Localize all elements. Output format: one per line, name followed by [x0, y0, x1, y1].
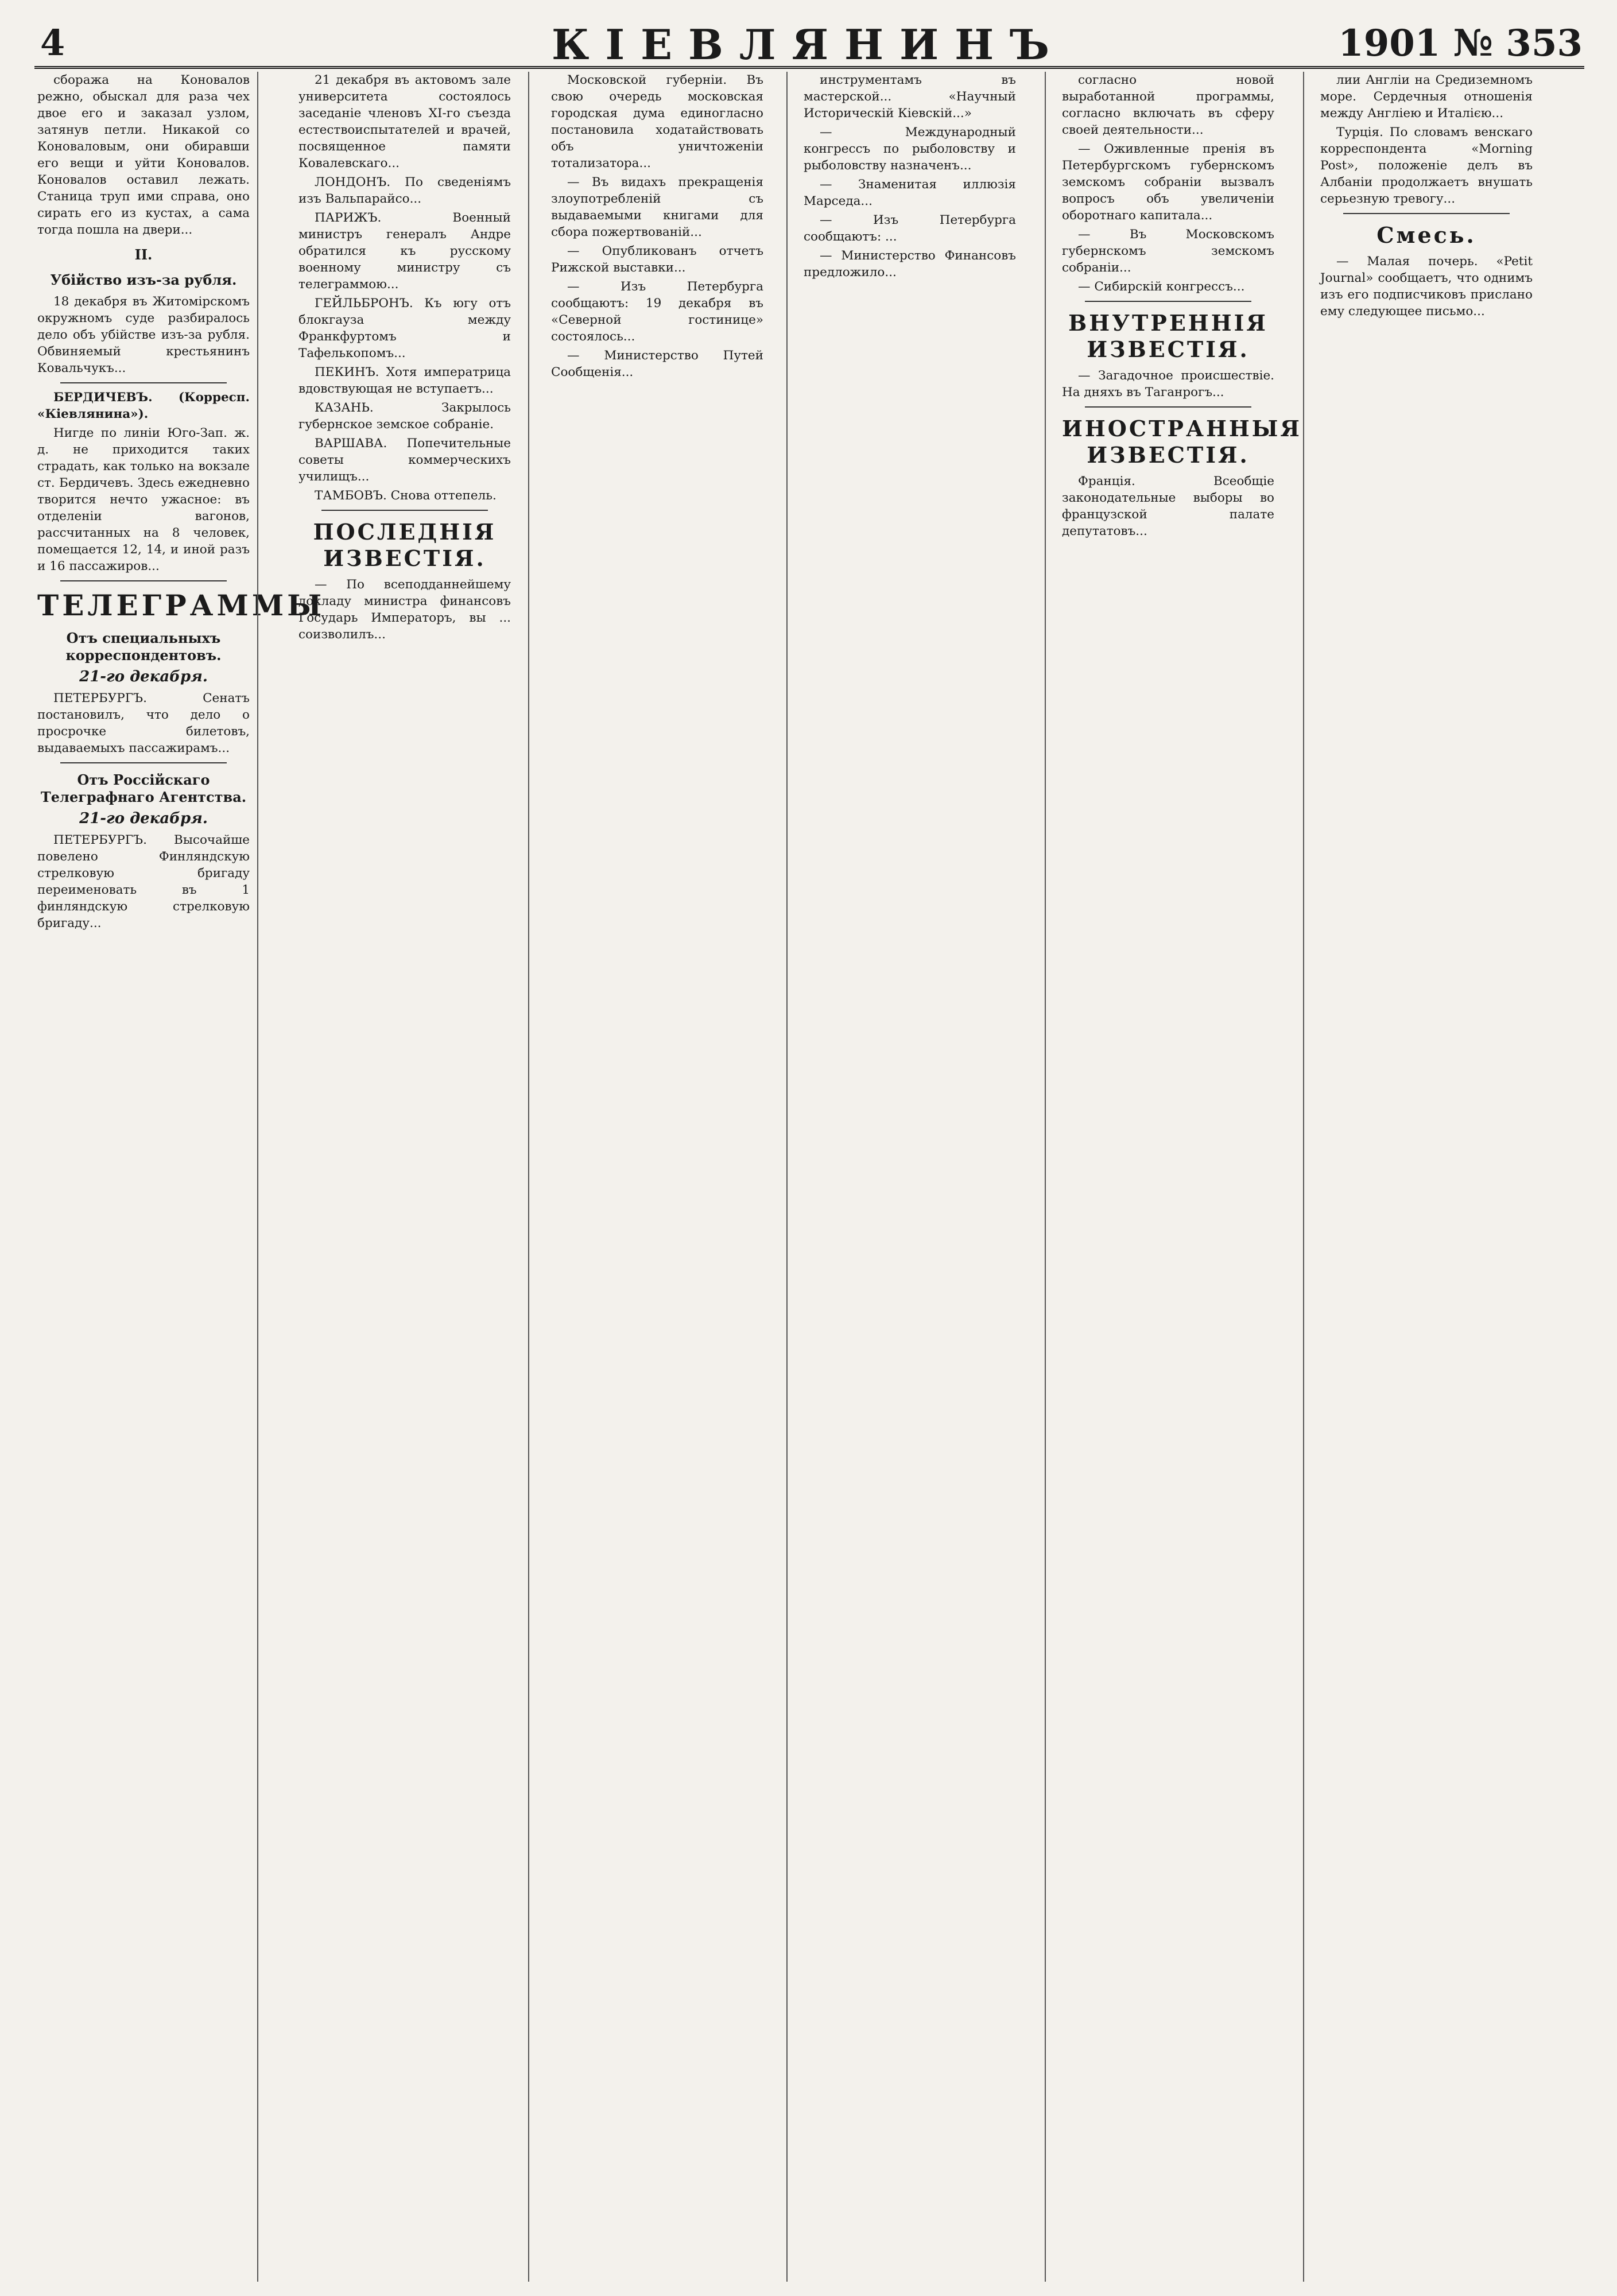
page-number: 4: [40, 22, 65, 64]
article-text: — Загадочное происшествіе. На дняхъ въ Таганрогъ...: [1062, 369, 1274, 400]
column-rule: [786, 72, 788, 2282]
article-lead: БЕРДИЧЕВЪ. (Корресп. «Кіевлянина»).: [37, 390, 250, 421]
article-text: ПЕКИНЪ. Хотя императрица вдовствующая не вступаетъ...: [298, 365, 511, 396]
article-text: — Знаменитая иллюзія Марседа...: [804, 177, 1016, 208]
article-text: лии Англіи на Средиземномъ море. Сердечныя отношенія между Англіею и Италією...: [1320, 73, 1533, 121]
section-title-latest: ПОСЛЕДНІЯ ИЗВЕСТІЯ.: [313, 519, 497, 571]
article-text: КАЗАНЬ. Закрылось губернское земское собраніе.: [298, 401, 511, 432]
date-line: 21-го декабря.: [79, 810, 208, 827]
article-text: — Министерство Финансовъ предложило...: [804, 249, 1016, 280]
section-subtitle: Отъ специальныхъ корреспондентовъ.: [65, 630, 222, 664]
column-4: [804, 72, 1016, 2282]
article-text: сбоража на Коновалов режно, обыскал для раза чех двое его и заказал узлом, затянув петли. Никакой со Коноваловым, они обиравши его вещи и уйти Коновалов. Коновалов оставил лежать. Станица труп ими справа, оно сирать его из кустах, а сама тогда пошла на двери...: [37, 73, 250, 237]
article-text: — По всеподданнейшему докладу министра финансовъ Государь Императоръ, вы ... соизволилъ...: [298, 577, 511, 642]
header-rule: [34, 66, 1584, 69]
article-text: — Международный конгрессъ по рыболовству и рыболовству назначенъ...: [804, 125, 1016, 173]
divider: [60, 762, 227, 763]
masthead: [0, 17, 1617, 69]
section-title-internal: ВНУТРЕННІЯ ИЗВЕСТІЯ.: [1068, 310, 1268, 362]
column-6: [1320, 72, 1533, 2282]
divider: [1343, 213, 1510, 214]
article-text: ПАРИЖЪ. Военный министръ генералъ Андре обратился къ русскому военному министру съ телеграммою...: [298, 211, 511, 292]
column-rule: [528, 72, 529, 2282]
article-text: инструментамъ въ мастерской... «Научный Историческій Кіевскій...»: [804, 73, 1016, 121]
article-text: Нигде по линіи Юго-Зап. ж. д. не приходится таких страдать, как только на вокзале ст. Бердичевъ. Здесь ежедневно творится нечто ужасное: въ отделеніи вагонов, рассчитанных на 8 человек, помещается 12, 14, и иной разъ и 16 пассажиров...: [37, 426, 250, 573]
article-text: — Изъ Петербурга сообщаютъ: 19 декабря въ «Северной гостинице» состоялось...: [551, 280, 763, 344]
article-text: — Въ Московскомъ губернскомъ земскомъ собраніи...: [1062, 227, 1274, 275]
column-rule: [1045, 72, 1046, 2282]
divider: [60, 382, 227, 383]
article-text: ВАРШАВА. Попечительные советы коммерческихъ училищъ...: [298, 436, 511, 484]
newspaper-title: КІЕВЛЯНИНЪ: [551, 20, 1066, 69]
section-title-telegrams: ТЕЛЕГРАММЫ: [37, 588, 325, 622]
article-text: ПЕТЕРБУРГЪ. Высочайше повелено Финляндскую стрелковую бригаду переименовать въ 1 финляндскую стрелковую бригаду...: [37, 833, 250, 930]
article-text: ПЕТЕРБУРГЪ. Сенатъ постановилъ, что дело о просрочке билетовъ, выдаваемыхъ пассажирамъ...: [37, 691, 250, 755]
article-text: — Малая почерь. «Petit Journal» сообщаетъ, что однимъ изъ его подписчиковъ прислано ему следующее письмо...: [1320, 254, 1533, 319]
article-text: Московской губерніи. Въ свою очередь московская городская дума единогласно постановила ходатайствовать объ уничтоженіи тотализатора...: [551, 73, 763, 170]
article-text: — Оживленные пренія въ Петербургскомъ губернскомъ земскомъ собраніи вызвалъ вопросъ объ увеличеніи оборотнаго капитала...: [1062, 142, 1274, 223]
column-1: [37, 72, 325, 2282]
column-5: [1062, 72, 1302, 2282]
column-rule: [1303, 72, 1304, 2282]
article-text: ТАМБОВЪ. Снова оттепель.: [315, 488, 497, 503]
section-number: II.: [134, 246, 153, 263]
divider: [1085, 406, 1251, 408]
article-text: — Въ видахъ прекращенія злоупотребленій съ выдаваемыми книгами для сбора пожертвованій...: [551, 175, 763, 239]
article-text: согласно новой выработанной программы, согласно включать въ сферу своей деятельности...: [1062, 73, 1274, 137]
article-text: Турція. По словамъ венскаго корреспондента «Morning Post», положеніе делъ въ Албаніи продолжаетъ внушать серьезную тревогу...: [1320, 125, 1533, 206]
issue-number: 1901 № 353: [1338, 22, 1583, 65]
section-subtitle: Отъ Россійскаго Телеграфнаго Агентства.: [40, 771, 247, 805]
divider: [1085, 301, 1251, 302]
article-heading: Убійство изъ-за рубля.: [50, 272, 237, 288]
article-text: — Сибирскій конгрессъ...: [1078, 280, 1245, 294]
column-3: [551, 72, 763, 2282]
column-rule: [257, 72, 258, 2282]
article-text: Франція. Всеобщіе законодательные выборы во французской палате депутатовъ...: [1062, 474, 1274, 538]
article-text: — Опубликованъ отчетъ Рижской выставки...: [551, 244, 763, 275]
column-2: [298, 72, 511, 2282]
article-text: 21 декабря въ актовомъ зале университета состоялось заседаніе членовъ XI-го съезда естествоиспытателей и врачей, посвященное памяти Ковалевскаго...: [298, 73, 511, 170]
article-text: 18 декабря въ Житомірскомъ окружномъ суде разбиралось дело объ убійстве изъ-за рубля. Обвиняемый крестьянинъ Ковальчукъ...: [37, 294, 250, 375]
date-line: 21-го декабря.: [79, 668, 208, 685]
article-text: — Изъ Петербурга сообщаютъ: ...: [804, 213, 1016, 244]
section-title-foreign: ИНОСТРАННЫЯ ИЗВЕСТІЯ.: [1062, 416, 1302, 468]
article-text: ЛОНДОНЪ. По сведеніямъ изъ Вальпарайсо...: [298, 175, 511, 206]
article-text: — Министерство Путей Сообщенія...: [551, 348, 763, 379]
divider: [60, 580, 227, 581]
section-title-misc: Смесь.: [1376, 222, 1476, 248]
article-text: ГЕЙЛЬБРОНЪ. Къ югу отъ блокгауза между Франкфуртомъ и Тафелькопомъ...: [298, 296, 511, 360]
divider: [321, 510, 488, 511]
